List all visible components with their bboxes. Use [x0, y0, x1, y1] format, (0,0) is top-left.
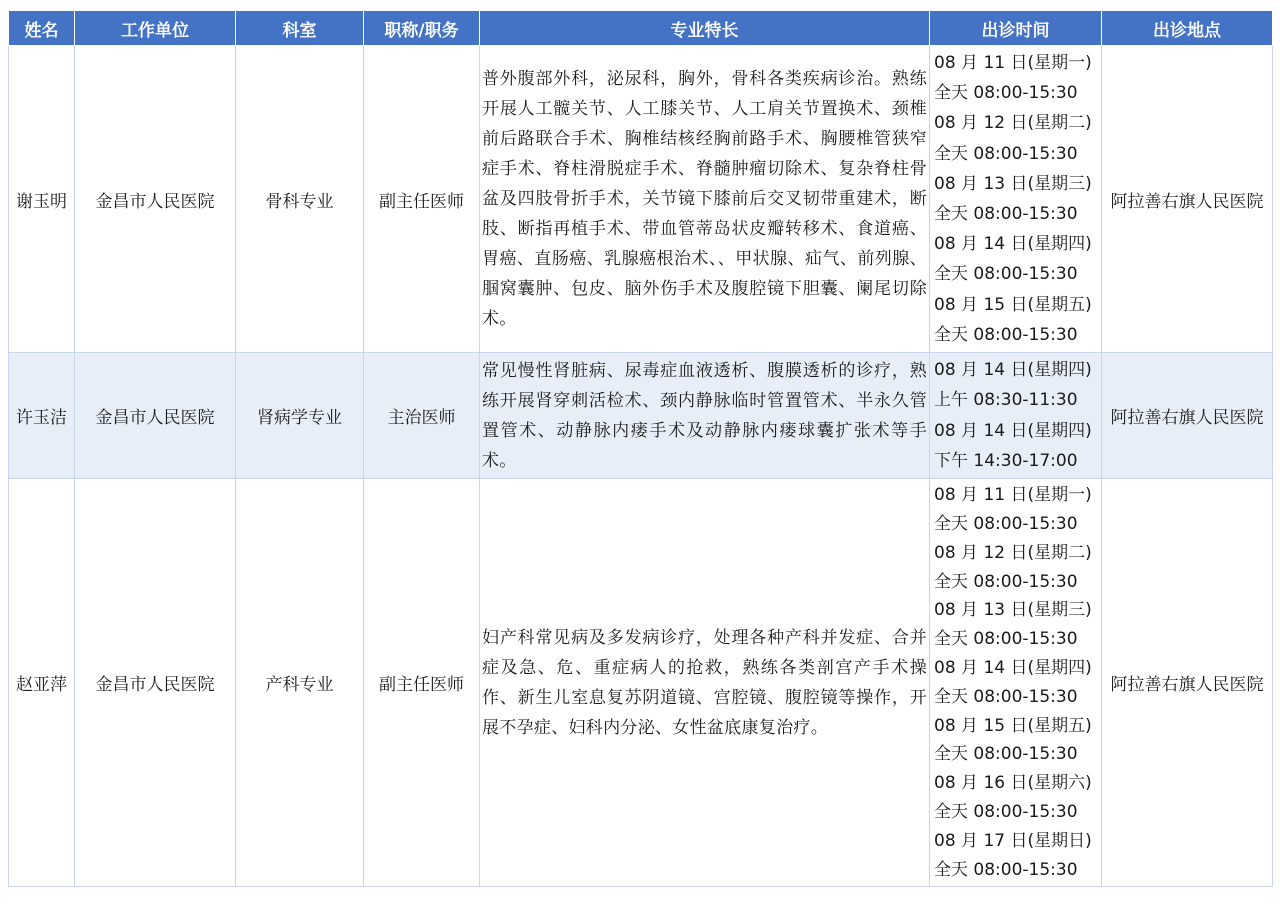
- table-header-row: [9, 11, 1273, 46]
- header-department: 科室: [236, 11, 364, 46]
- schedule-line: 08 月 14 日(星期四): [934, 234, 1092, 255]
- schedule-line: 08 月 14 日(星期四): [934, 420, 1092, 441]
- header-specialty: 专业特长: [480, 11, 930, 46]
- job-title: 主治医师: [364, 353, 480, 479]
- schedule-line: 08 月 16 日(星期六): [934, 773, 1092, 794]
- schedule-table-container: [8, 10, 1272, 887]
- job-title: 副主任医师: [364, 46, 480, 353]
- clinic-location: 阿拉善右旗人民医院: [1102, 353, 1273, 479]
- schedule-line: 08 月 14 日(星期四): [934, 658, 1092, 678]
- department: 产科专业: [236, 479, 364, 887]
- header-title: 职称/职务: [364, 11, 480, 46]
- table-row: [9, 353, 1273, 479]
- schedule-line: 全天 08:00-15:30: [934, 264, 1078, 285]
- schedule-line: 全天 08:00-15:30: [934, 571, 1078, 592]
- specialty-text: 常见慢性肾脏病、尿毒症血液透析、腹膜透析的诊疗，熟练开展肾穿刺活检术、颈内静脉临时管置管术、半永久管置管术、动静脉内瘘手术及动静脉内瘘球囊扩张术等手术。: [480, 353, 930, 479]
- table-row: [9, 46, 1273, 353]
- department: 骨科专业: [236, 46, 364, 353]
- schedule-line: 08 月 15 日(星期五): [934, 715, 1092, 736]
- header-unit: 工作单位: [75, 11, 236, 46]
- schedule-line: 全天 08:00-15:30: [934, 859, 1078, 880]
- schedule-line: 08 月 13 日(星期三): [934, 173, 1092, 194]
- specialty-text: 妇产科常见病及多发病诊疗，处理各种产科并发症、合并症及急、危、重症病人的抢救，熟练各类剖宫产手术操作、新生儿室息复苏阴道镜、宫腔镜、腹腔镜等操作，开展不孕症、妇科内分泌、女性盆底康复治疗。: [480, 479, 930, 887]
- schedule-cell: [930, 479, 1102, 887]
- work-unit: 金昌市人民医院: [75, 479, 236, 887]
- specialty-text: 普外腹部外科，泌尿科，胸外，骨科各类疾病诊治。熟练开展人工髋关节、人工膝关节、人工肩关节置换术、颈椎前后路联合手术、胸椎结核经胸前路手术、胸腰椎管狭窄症手术、脊柱滑脱症手术、脊髓肿瘤切除术、复杂脊柱骨盆及四肢骨折手术，关节镜下膝前后交叉韧带重建术，断肢、断指再植手术、带血管蒂岛状皮瓣转移术、食道癌、胃癌、直肠癌、乳腺癌根治术、、甲状腺、疝气、前列腺、腘窝囊肿、包皮、脑外伤手术及腹腔镜下胆囊、阑尾切除术。: [480, 46, 930, 353]
- schedule-line: 上午 08:30-11:30: [934, 390, 1078, 411]
- schedule-line: 全天 08:00-15:30: [934, 204, 1078, 225]
- schedule-line: 全天 08:00-15:30: [934, 83, 1078, 104]
- schedule-line: 08 月 15 日(星期五): [934, 294, 1092, 315]
- schedule-line: 全天 08:00-15:30: [934, 629, 1078, 650]
- header-schedule: 出诊时间: [930, 11, 1102, 46]
- header-location: 出诊地点: [1102, 11, 1273, 46]
- schedule-line: 全天 08:00-15:30: [934, 514, 1078, 535]
- doctor-name: 许玉洁: [9, 353, 75, 479]
- doctor-name: 赵亚萍: [9, 479, 75, 887]
- schedule-line: 08 月 12 日(星期二): [934, 542, 1092, 563]
- job-title: 副主任医师: [364, 479, 480, 887]
- schedule-line: 08 月 17 日(星期日): [934, 830, 1092, 851]
- schedule-line: 全天 08:00-15:30: [934, 324, 1078, 345]
- work-unit: 金昌市人民医院: [75, 353, 236, 479]
- table-row: [9, 479, 1273, 887]
- doctor-name: 谢玉明: [9, 46, 75, 353]
- clinic-location: 阿拉善右旗人民医院: [1102, 46, 1273, 353]
- doctor-schedule-table: [8, 10, 1273, 887]
- schedule-line: 08 月 11 日(星期一): [934, 485, 1092, 506]
- schedule-cell: [930, 46, 1102, 353]
- header-name: 姓名: [9, 11, 75, 46]
- schedule-line: 08 月 13 日(星期三): [934, 600, 1092, 621]
- schedule-line: 下午 14:30-17:00: [934, 450, 1078, 471]
- schedule-line: 全天 08:00-15:30: [934, 686, 1078, 707]
- schedule-line: 全天 08:00-15:30: [934, 744, 1078, 765]
- schedule-line: 08 月 11 日(星期一): [934, 53, 1092, 73]
- department: 肾病学专业: [236, 353, 364, 479]
- work-unit: 金昌市人民医院: [75, 46, 236, 353]
- schedule-line: 全天 08:00-15:30: [934, 801, 1078, 822]
- schedule-line: 全天 08:00-15:30: [934, 143, 1078, 164]
- clinic-location: 阿拉善右旗人民医院: [1102, 479, 1273, 887]
- schedule-cell: [930, 353, 1102, 479]
- schedule-line: 08 月 12 日(星期二): [934, 113, 1092, 134]
- schedule-line: 08 月 14 日(星期四): [934, 360, 1092, 381]
